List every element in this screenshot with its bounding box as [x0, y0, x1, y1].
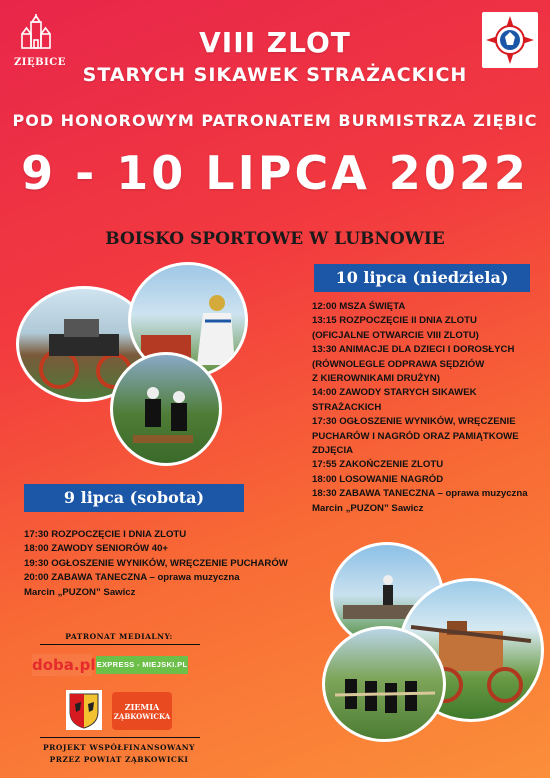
day2-schedule — [312, 300, 528, 516]
day2-item: 18:00 LOSOWANIE NAGRÓD — [312, 473, 444, 485]
day2-item: 14:00 ZAWODY STARYCH SIKAWEK — [312, 387, 477, 399]
doba-logo: doba.pl — [32, 656, 96, 674]
media-label: PATRONAT MEDIALNY: — [65, 632, 173, 641]
express-logo: EXPRESS - MIEJSKI.PL — [96, 656, 188, 674]
day2-item: 17:55 ZAKOŃCZENIE ZLOTU — [312, 459, 444, 471]
day1-schedule — [24, 528, 288, 600]
day1-item: 20:00 ZABAWA TANECZNA – oprawa muzyczna — [24, 572, 240, 584]
divider — [40, 737, 200, 738]
day2-item: 13:15 ROZPOCZĘCIE II DNIA ZLOTU — [312, 315, 477, 327]
project-line1: PROJEKT WSPÓŁFINANSOWANY — [42, 743, 195, 752]
town-logo-text: ZIĘBICE — [14, 57, 66, 68]
day1-item: Marcin „PUZON” Sawicz — [24, 586, 136, 598]
photo-tug-of-war — [322, 626, 446, 742]
ziemia-line1: ZIEMIA — [124, 702, 160, 712]
day2-item: 18:30 ZABAWA TANECZNA – oprawa muzyczna — [312, 488, 528, 500]
ziemia-zabkowicka-logo — [112, 692, 172, 730]
day1-item: 17:30 ROZPOCZĘCIE I DNIA ZLOTU — [24, 529, 187, 540]
day2-item: (OFICJALNE OTWARCIE VIII ZLOTU) — [312, 329, 479, 341]
photo-competition — [110, 352, 222, 466]
coat-of-arms-icon — [66, 690, 102, 730]
day2-item: 13:30 ANIMACJE DLA DZIECI I DOROSŁYCH — [312, 344, 515, 356]
day2-item: Z KIEROWNIKAMI DRUŻYN) — [312, 373, 440, 385]
ziemia-line2: ZĄBKOWICKA — [113, 712, 171, 721]
day2-item: (RÓWNOLEGLE ODPRAWA SĘDZIÓW — [312, 358, 485, 370]
day1-item: 19:30 OGŁOSZENIE WYNIKÓW, WRĘCZENIE PUCHARÓW — [24, 557, 288, 569]
county-coat-of-arms — [66, 690, 102, 730]
divider — [40, 644, 200, 645]
event-edition: VIII ZLOT — [199, 26, 351, 59]
day2-item: 17:30 OGŁOSZENIE WYNIKÓW, WRĘCZENIE — [312, 416, 516, 428]
day2-item: 12:00 MSZA ŚWIĘTA — [312, 301, 406, 312]
event-title: STARYCH SIKAWEK STRAŻACKICH — [82, 64, 468, 86]
day1-item: 18:00 ZAWODY SENIORÓW 40+ — [24, 543, 169, 555]
day2-item: Marcin „PUZON” Sawicz — [312, 502, 424, 514]
project-line2: PRZEZ POWIAT ZĄBKOWICKI — [49, 755, 189, 764]
day2-item: STRAŻACKICH — [312, 401, 382, 413]
patronage-line: POD HONOROWYM PATRONATEM BURMISTRZA ZIĘBIC — [12, 111, 538, 130]
day1-banner: 9 lipca (sobota) — [24, 484, 244, 512]
day2-item: PUCHARÓW I NAGRÓD ORAZ PAMIĄTKOWE — [312, 430, 519, 442]
day2-item: ZDJĘCIA — [312, 445, 354, 457]
event-dates: 9 - 10 LIPCA 2022 — [21, 146, 529, 200]
day2-banner: 10 lipca (niedziela) — [314, 264, 530, 292]
venue: BOISKO SPORTOWE W LUBNOWIE — [105, 229, 445, 249]
